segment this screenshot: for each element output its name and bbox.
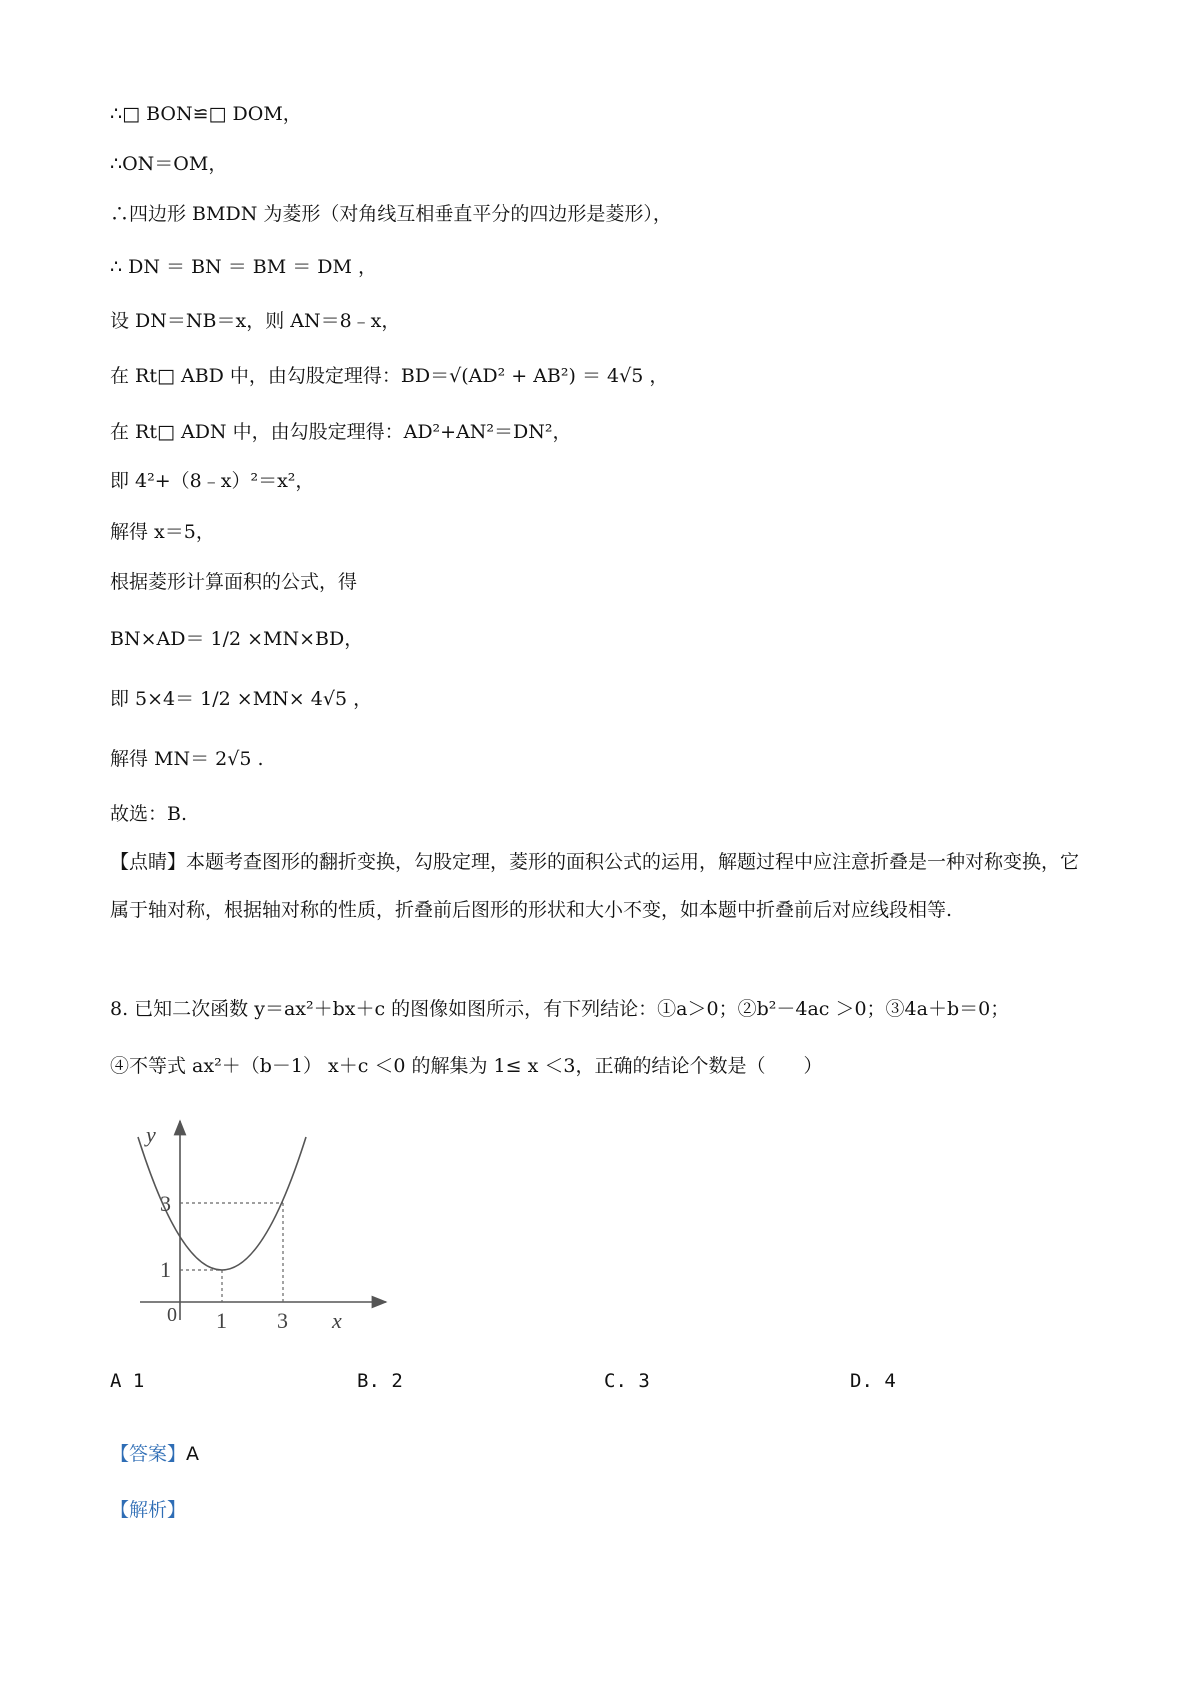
solution-line-12: 即 5×4＝ 1/2 ×MN× 4√5 ， xyxy=(110,688,373,710)
answer-value: A xyxy=(186,1443,200,1465)
analysis-heading: 【解析】 xyxy=(110,1499,187,1521)
y-tick-1: 1 xyxy=(160,1257,171,1282)
solution-line-3: ∴四边形 BMDN 为菱形（对角线互相垂直平分的四边形是菱形）， xyxy=(110,203,672,225)
option-c: C. 3 xyxy=(604,1370,650,1392)
y-tick-3: 3 xyxy=(160,1191,171,1216)
solution-line-9: 解得 x＝5， xyxy=(110,521,215,543)
question-line-1: 8. 已知二次函数 y＝ax²＋bx＋c 的图像如图所示，有下列结论：①a＞0；②b²－4ac ＞0；③4a＋b＝0； xyxy=(110,998,1010,1020)
question-line-2: ④不等式 ax²＋（b－1） x＋c ＜0 的解集为 1≤ x ＜3，正确的结论个数是（ ） xyxy=(110,1055,823,1077)
solution-line-14: 故选：B. xyxy=(110,803,188,825)
option-b: B. 2 xyxy=(357,1370,403,1392)
answer-heading: 【答案】 xyxy=(110,1443,187,1465)
solution-line-7: 在 Rt□ ADN 中，由勾股定理得：AD²+AN²＝DN²， xyxy=(110,421,572,443)
option-d: D. 4 xyxy=(850,1370,896,1392)
x-axis-label: x xyxy=(332,1308,342,1333)
solution-line-5: 设 DN＝NB＝x，则 AN＝8﹣x， xyxy=(110,310,401,332)
parabola-graph xyxy=(120,1115,400,1340)
solution-line-6: 在 Rt□ ABD 中，由勾股定理得：BD＝√(AD² + AB²) ＝ 4√5 ， xyxy=(110,365,669,387)
origin-label: 0 xyxy=(167,1304,177,1326)
solution-line-4: ∴ DN ＝ BN ＝ BM ＝ DM ， xyxy=(110,256,377,278)
answer-line xyxy=(110,1440,199,1468)
solution-line-10: 根据菱形计算面积的公式，得 xyxy=(110,571,358,593)
x-tick-3: 3 xyxy=(277,1308,288,1333)
solution-line-8: 即 4²+（8﹣x）²＝x²， xyxy=(110,470,315,492)
dianjing-paragraph: 【点睛】本题考查图形的翻折变换，勾股定理，菱形的面积公式的运用，解题过程中应注意折叠是一种对称变换，它属于轴对称，根据轴对称的性质，折叠前后图形的形状和大小不变，如本题中折叠前后对应线段相等. xyxy=(110,851,1080,921)
x-tick-1: 1 xyxy=(216,1308,227,1333)
option-a: A 1 xyxy=(110,1370,145,1392)
solution-line-11: BN×AD＝ 1/2 ×MN×BD， xyxy=(110,628,364,650)
solution-line-1: ∴□ BON≌□ DOM， xyxy=(110,103,302,125)
solution-line-13: 解得 MN＝ 2√5 . xyxy=(110,748,264,770)
analysis-line xyxy=(110,1496,186,1524)
solution-line-2: ∴ON＝OM， xyxy=(110,153,228,175)
y-axis-label: y xyxy=(146,1122,156,1147)
